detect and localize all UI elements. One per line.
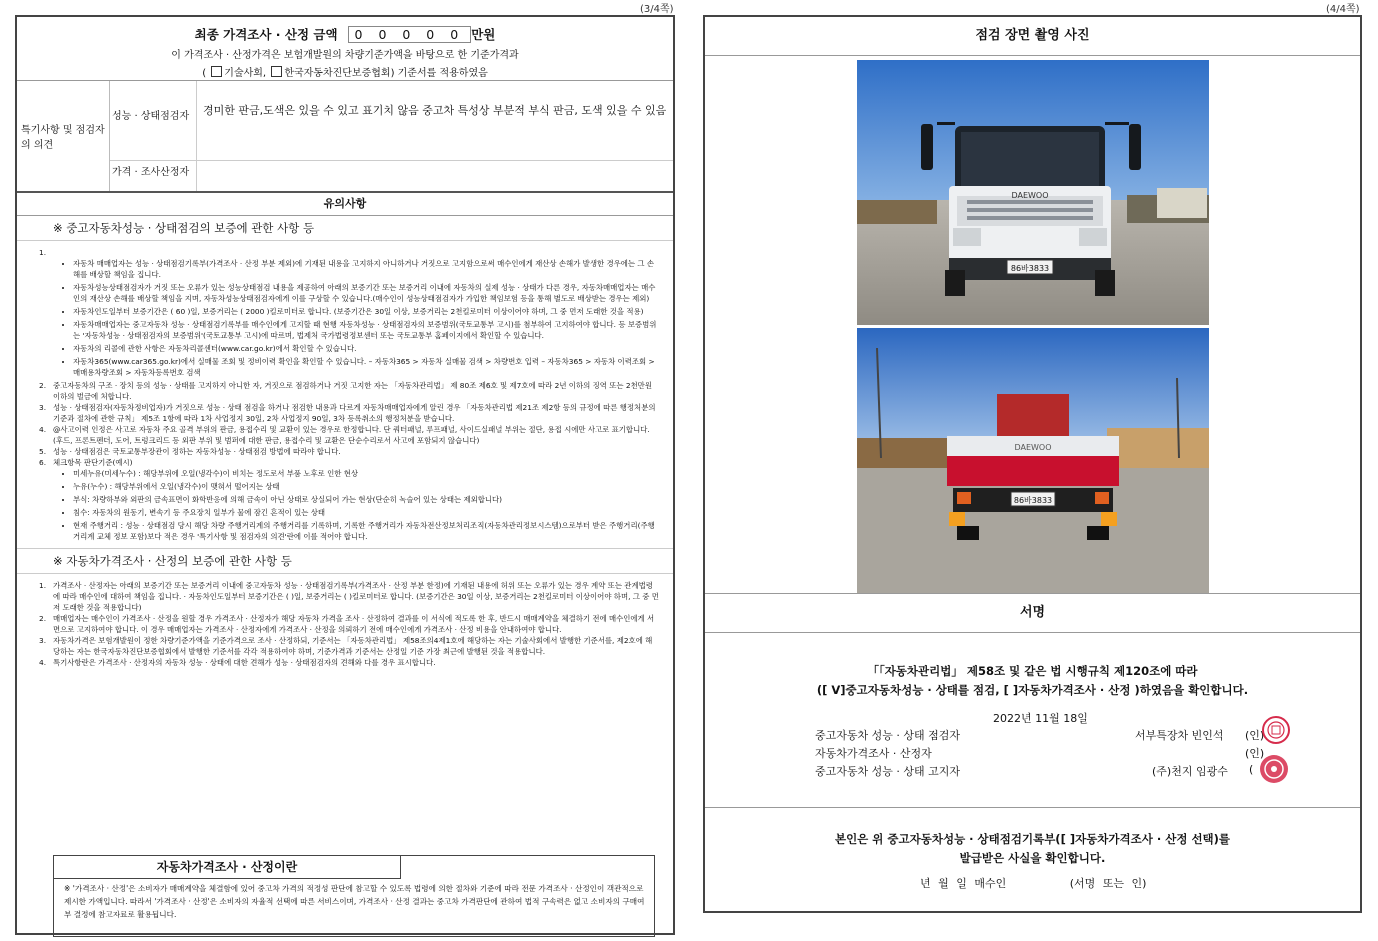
section-warranty-price-list: [17, 574, 673, 672]
paren-open: (: [202, 68, 207, 79]
rear-plate-text: 86바3833: [1013, 496, 1053, 505]
confirm-line-2: 발급받은 사실을 확인합니다.: [959, 851, 1106, 865]
checkbox-kada: [271, 66, 282, 77]
note-number: 4.: [39, 658, 47, 667]
note-text: 중고자동차의 구조 · 장치 등의 성능 · 상태를 고지하지 아니한 자, 거짓으로 점검하거나 거짓 고지한 자는 「자동차관리법」 제 80조 제6호 및 제7호에 따라 2년 이하의 징역 또는 2천만원 이하의 벌금에 처합니다.: [53, 381, 652, 401]
note-text: 성능 · 상태점검자(자동차정비업자)가 거짓으로 성능 · 상태 점검을 하거나 점검한 내용과 다르게 자동차매매업자에게 알린 경우 「자동차관리법 제21조 제2항 등의 규정에 따른 행정처분의 기준과 절차에 관한 규칙」 제5조 1항에 따라 1차 사업정지 30일, 2차 사업정지 90일, 3차 등록취소의 행정처분을 받습니다.: [53, 403, 656, 423]
price-definition-title: 자동차가격조사 · 산정이란: [54, 856, 401, 879]
note-bullet: • 자동차매매업자는 중고자동차 성능 · 상태점검기록부를 매수인에게 고지할 때 현행 자동차성능 · 상태점검자의 보증범위(국토교통부 고시)를 첨부하여 고지하여야 합니다. 등 보증범위는 '자동차성능 · 상태점검자의 보증범위'(국토교통부 고시)에 따르며, 법제처 국가법령정보센터 또는 국토교통부 홈페이지에서 확인할 수 있습니다.: [73, 319, 659, 341]
note-bullet: • 현재 주행거리 : 성능 · 상태점검 당시 해당 차량 주행거리계의 주행거리를 기록하며, 기록한 주행거리가 자동차전산정보처리조직(자동차관리정보시스템)으로부터 받은 주행거리(주행거리계 교체 정보 포함)보다 적은 경우 '특기사항 및 점검자의 의견'란에 이를 적어야 합니다.: [73, 520, 659, 542]
note-text: 매매업자는 매수인이 가격조사 · 산정을 원할 경우 가격조사 · 산정자가 해당 자동차 가격을 조사 · 산정하여 결과를 이 서식에 적도록 한 후, 반드시 매매계약을 체결하기 전에 매수인에게 서면으로 고지하여야 합니다. 이 경우 매매업자는 가격조사 · 산정자에게 가격조사 · 산정을 의뢰하기 전에 매수인에게 가격조사 · 산정 비용을 안내하여야 합니다.: [53, 614, 655, 634]
note-bullet: • 자동차의 리콜에 관한 사항은 자동차리콜센터(www.car.go.kr)에서 확인할 수 있습니다.: [73, 343, 659, 354]
section-warranty-inspection-list: [17, 241, 673, 548]
note-number: 4.: [39, 425, 47, 434]
section-warranty-inspection-title: ※ 중고자동차성능 · 상태점검의 보증에 관한 사항 등: [17, 216, 673, 241]
notice-title: 유의사항: [17, 193, 673, 216]
note-bullet: • 부식: 차량하부와 외판의 금속표면이 화학반응에 의해 금속이 아닌 상태로 상실되어 가는 현상(단순히 녹슬어 있는 상태는 제외합니다): [73, 494, 659, 505]
page-number-right: (4/4쪽): [1326, 4, 1360, 15]
checkbox-technical-society: [211, 66, 222, 77]
notifier-seal-stamp: [1258, 753, 1290, 785]
note-text: 자동차가격은 보험개발원이 정한 차량기준가액을 기준가격으로 조사 · 산정하되, 기준서는 「자동차관리법」 제58조의4제1호에 해당하는 자는 기술사회에서 발행한 기준서를, 제2호에 해당하는 자는 한국자동차진단보증협회에서 발행한 기준서를 각각 적용하여야 하며, 기준가격과 기준서는 산정일 기준 가장 최근에 발행된 것을 적용합니다.: [53, 636, 653, 656]
note-number: 3.: [39, 403, 47, 412]
note-text: 체크항목 판단기준(예시): [53, 458, 133, 467]
note-bullet: • 자동차인도일부터 보증기간은 ( 60 )일, 보증거리는 ( 2000 )킬로미터로 합니다. (보증기간은 30일 이상, 보증거리는 2천킬로미터 이상이어야 하며, 그 중 먼저 도래한 것을 적용): [73, 306, 659, 317]
note-item: [39, 635, 659, 657]
buyer-sign-label: (서명 또는 인): [1069, 877, 1147, 890]
price-appraiser-label: 가격 · 조사산정자: [110, 161, 197, 191]
law-confirmation-text: [705, 662, 1360, 700]
note-item: [39, 457, 659, 468]
front-brand-text: DAEWOO: [1011, 191, 1049, 200]
truck-front-photo: [857, 60, 1209, 325]
inspector-opinion: 경미한 판금,도색은 있을 수 있고 표기치 않음 중고차 특성상 부분적 부식 판금, 도색 있을 수 있음: [203, 104, 667, 117]
signer-role-appraiser: 자동차가격조사 · 산정자: [815, 747, 932, 760]
note-bullet: • 침수: 자동차의 원동기, 변속기 등 주요장치 일부가 물에 잠긴 흔적이 있는 상태: [73, 507, 659, 518]
signer-role-notifier: 중고자동차 성능 · 상태 고지자: [815, 765, 960, 778]
note-bullet-list: [39, 258, 659, 378]
price-basis-text: 이 가격조사 · 산정가격은 보험개발원의 차량기준가액을 바탕으로 한 기준가격과: [171, 50, 519, 61]
buyer-sign-line: [920, 875, 1146, 891]
note-text: 성능 · 상태점검은 국토교통부장관이 정하는 자동차성능 · 상태점검 방법에 따라야 합니다.: [53, 447, 341, 456]
note-bullet: • 자동차365(www.car365.go.kr)에서 실매물 조회 및 정비이력 확인을 확인할 수 있습니다. – 자동차365 > 자동차 실매물 검색 > 차량번호 입력 – 자동차365 > 자동차 이력조회 > 매매용차량조회 > 자동차등록번호 검색: [73, 356, 659, 378]
note-number: 1.: [39, 248, 47, 257]
note-bullet: • 자동차 매매업자는 성능 · 상태점검기록부(가격조사 · 산정 부분 제외)에 기재된 내용을 고지하지 아니하거나 거짓으로 고지함으로써 매수인에게 재산상 손해가 발생한 경우에는 그 손해를 배상할 책임을 집니다.: [73, 258, 659, 280]
final-price-section: [17, 17, 673, 81]
price-unit: 만원: [471, 27, 496, 42]
front-plate-text: 86바3833: [1010, 264, 1050, 273]
option-kada: 한국자동차진단보증협회) 기준서를 적용하였음: [284, 68, 488, 79]
section-warranty-price-title: ※ 자동차가격조사 · 산정의 보증에 관한 사항 등: [17, 548, 673, 574]
note-bullet-list: [39, 468, 659, 542]
note-number: 5.: [39, 447, 47, 456]
buyer-date-label: 년 월 일 매수인: [920, 877, 1007, 890]
signature-section-title: 서명: [705, 593, 1360, 633]
note-item: [39, 424, 659, 446]
signer-name-notifier: (주)천지 임광수: [1152, 765, 1228, 778]
inspection-record-page-4: [703, 15, 1362, 913]
signer-seal-inspector: (인): [1245, 729, 1265, 742]
note-text: @사고이력 인정은 사고로 자동차 주요 골격 부위의 판금, 용접수리 및 교환이 있는 경우로 한정합니다. 단 쿼터패널, 루프패널, 사이드실패널 부위는 절단, 용접 시에만 사고로 표기합니다. (후드, 프론트펜더, 도어, 트렁크리드 등 외판 부위 및 범퍼에 대한 판금, 용접수리 및 교환은 단순수리로서 사고에 포함되지 않습니다): [53, 425, 650, 445]
note-bullet: • 누유(누수) : 해당부위에서 오일(냉각수)이 맺혀서 떨어지는 상태: [73, 481, 659, 492]
page-number-left: (3/4쪽): [640, 4, 674, 15]
note-text: 특기사항란은 가격조사 · 산정자의 자동차 성능 · 상태에 대한 견해가 성능 · 상태점검자의 견해와 다를 경우 표시합니다.: [53, 658, 436, 667]
rear-brand-text: DAEWOO: [1014, 443, 1052, 452]
inspector-seal-stamp: [1261, 715, 1291, 745]
final-price-label: 최종 가격조사 · 산정 금액: [194, 27, 338, 42]
divider: [705, 807, 1360, 808]
note-item: [39, 613, 659, 635]
note-item: [39, 402, 659, 424]
note-number: 3.: [39, 636, 47, 645]
price-appraiser-opinion: [197, 161, 673, 191]
law-line-1: 「「자동차관리법」 제58조 및 같은 법 시행규칙 제120조에 따라: [867, 664, 1198, 678]
special-notes-table: [17, 81, 673, 193]
sign-date: 2022년 11월 18일: [993, 712, 1088, 725]
law-line-2: ([ V]중고자동차성능 · 상태를 점검, [ ]자동차가격조사 · 산정 )하였음을 확인합니다.: [816, 683, 1249, 697]
photo-section-title: 점검 장면 촬영 사진: [705, 17, 1360, 56]
signer-name-inspector: 서부특장차 빈인석: [1135, 729, 1224, 742]
option-technical-society: 기술사회,: [224, 68, 267, 79]
note-number: 2.: [39, 614, 47, 623]
special-notes-heading: 특기사항 및 점검자의 의견: [17, 81, 110, 191]
confirm-line-1: 본인은 위 중고자동차성능 · 상태점검기록부([ ]자동차가격조사 · 산정 선택)를: [834, 832, 1231, 846]
signer-seal-appraiser: (인): [1245, 747, 1265, 760]
note-number: 6.: [39, 458, 47, 467]
signer-role-inspector: 중고자동차 성능 · 상태 점검자: [815, 729, 960, 742]
truck-rear-photo: [857, 328, 1209, 593]
note-bullet: • 자동차성능상태점검자가 거짓 또는 오류가 있는 성능상태점검 내용을 제공하여 아래의 보증기간 또는 보증거리 이내에 자동차의 실제 성능 · 상태가 다른 경우, 자동차매매업자는 매수인의 재산상 손해를 배상할 책임을 지며, 자동차성능상태점검자에게 이를 구상할 수 있습니다.(매수인이 성능상태점검자가 가입한 책임보험 등을 통해 별도로 배상받는 경우는 제외): [73, 282, 659, 304]
note-number: 2.: [39, 381, 47, 390]
note-item: [39, 446, 659, 457]
note-bullet: • 미세누유(미세누수) : 해당부위에 오일(냉각수)이 비치는 정도로서 부품 노후로 인한 현상: [73, 468, 659, 479]
price-definition-text: ※ '가격조사 · 산정'은 소비자가 매매계약을 체결함에 있어 중고차 가격의 적정성 판단에 참고할 수 있도록 법령에 의한 절차와 기준에 따라 전문 가격조사 · 산정인이 객관적으로 제시한 가액입니다. 따라서 '가격조사 · 산정'은 소비자의 자율적 선택에 따른 서비스이며, 가격조사 · 산정 결과는 중고차 가격판단에 관하여 법적 구속력은 없고 소비자의 구매여부 결정에 참고자료로 활용됩니다.: [64, 884, 645, 919]
inspection-record-page-3: [15, 15, 675, 935]
buyer-confirmation-text: [705, 830, 1360, 868]
signer-seal-notifier: (: [1249, 763, 1254, 776]
note-number: 1.: [39, 581, 47, 590]
note-item: [39, 580, 659, 613]
note-item: [39, 657, 659, 668]
price-definition-box: [53, 855, 655, 937]
note-item: [39, 247, 659, 258]
note-text: 가격조사 · 산정자는 아래의 보증기간 또는 보증거리 이내에 중고자동차 성능 · 상태점검기록부(가격조사 · 산정 부분 한정)에 기재된 내용에 허위 또는 오류가 있는 경우 계약 또는 관계법령에 따라 매수인에 대하여 책임을 집니다. · 자동차인도일부터 보증기간은 ( )일, 보증거리는 ( )킬로미터로 합니다. (보증기간은 30일 이상, 보증거리는 2천킬로미터 이상이어야 하며, 그 중 먼저 도래한 것을 적용합니다): [53, 581, 659, 612]
inspector-label: 성능 · 상태점검자: [110, 81, 197, 160]
final-price-value: 0 0 0 0 0: [348, 26, 472, 43]
note-item: [39, 380, 659, 402]
